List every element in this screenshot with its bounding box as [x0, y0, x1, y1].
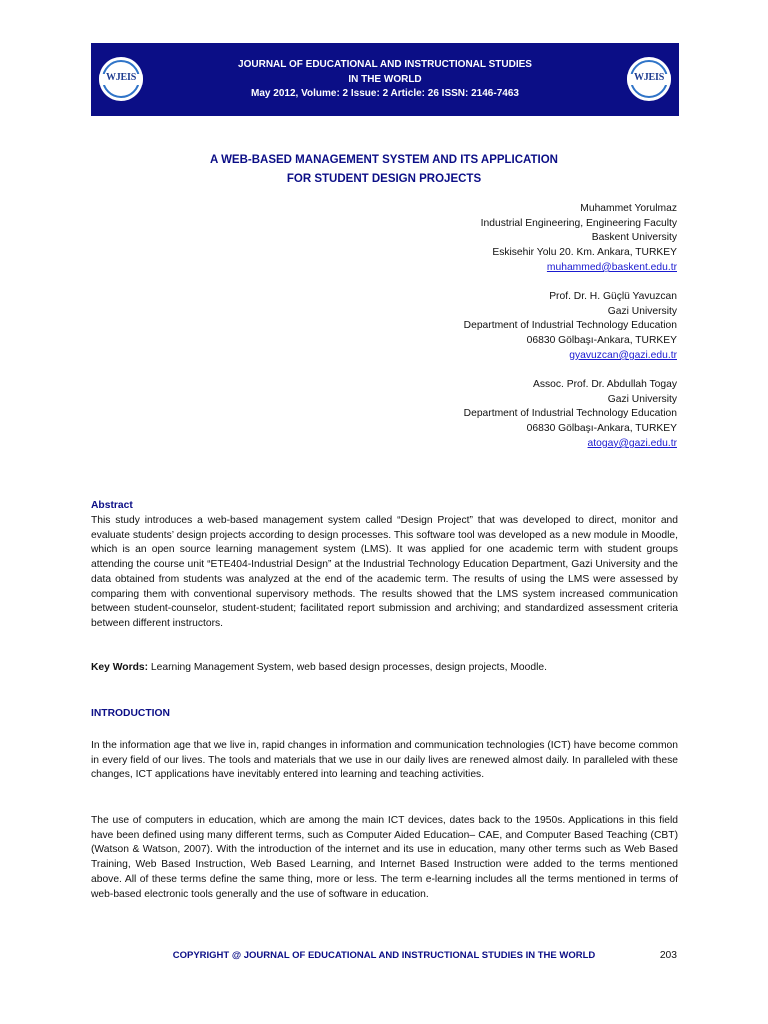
- author-affiliation: Industrial Engineering, Engineering Faculty: [480, 217, 677, 229]
- author-list: [464, 202, 677, 466]
- journal-name-line1: JOURNAL OF EDUCATIONAL AND INSTRUCTIONAL STUDIES: [238, 59, 532, 70]
- author-affiliation: Department of Industrial Technology Education: [463, 320, 677, 332]
- author-address: 06830 Gölbaşı-Ankara, TURKEY: [526, 335, 677, 347]
- author-email-link[interactable]: atogay@gazi.edu.tr: [587, 437, 677, 449]
- author-name: Muhammet Yorulmaz: [580, 203, 677, 214]
- author-email-link[interactable]: muhammed@baskent.edu.tr: [546, 261, 677, 273]
- author-address: 06830 Gölbaşı-Ankara, TURKEY: [526, 423, 677, 435]
- paper-title-line2: FOR STUDENT DESIGN PROJECTS: [286, 172, 482, 185]
- journal-issue-info: May 2012, Volume: 2 Issue: 2 Article: 26 ISSN: 2146-7463: [251, 88, 519, 99]
- journal-logo-left: [99, 57, 143, 101]
- author-name: Prof. Dr. H. Güçlü Yavuzcan: [549, 291, 677, 303]
- author-affiliation: Department of Industrial Technology Education: [463, 408, 677, 420]
- copyright-footer: COPYRIGHT @ JOURNAL OF EDUCATIONAL AND INSTRUCTIONAL STUDIES IN THE WORLD: [172, 950, 596, 961]
- author-affiliation: Gazi University: [607, 393, 677, 405]
- journal-name-line2: IN THE WORLD: [348, 73, 422, 85]
- keywords-paragraph: [91, 661, 678, 676]
- paper-title: [0, 151, 768, 188]
- abstract-heading: Abstract: [91, 500, 133, 511]
- abstract-text: This study introduces a web-based management system called “Design Project” that was developed to direct, monitor and evaluate students’ design projects according to design processes. This software tool was developed as a new module in Moodle, which is an open source learning management system (LMS). It was applied for one academic term with student groups attending the course unit “ETE404-Industrial Design” at the Industrial Technology Education Department, Gazi University and the data obtained from students was analyzed at the end of the academic term. The results of using the LMS were assessed by comparing them with conventional supervisory methods. The results showed that the LMS system increased communication between student-counselor, student-student; facilitated report submission and archiving; and standardized assessment criteria between different instructors.: [91, 515, 678, 629]
- journal-info: [151, 58, 619, 102]
- introduction-paragraph-1: In the information age that we live in, rapid changes in information and communication technologies (ICT) have become common in every field of our lives. The tools and materials that we use in our daily lives are renewed almost daily. In paralleled with these changes, ICT applications have inevitably entered into learning and teaching activities.: [91, 740, 678, 781]
- introduction-heading: INTRODUCTION: [91, 708, 170, 719]
- author-affiliation: Baskent University: [591, 232, 677, 244]
- paper-title-line1: A WEB-BASED MANAGEMENT SYSTEM AND ITS APPLICATION: [210, 154, 558, 166]
- author-address: Eskisehir Yolu 20. Km. Ankara, TURKEY: [492, 247, 677, 259]
- author-affiliation: Gazi University: [607, 305, 677, 317]
- author-name: Assoc. Prof. Dr. Abdullah Togay: [532, 379, 677, 391]
- keywords-text: Learning Management System, web based design processes, design projects, Moodle.: [148, 662, 547, 673]
- logo-text: WJEIS: [105, 72, 137, 83]
- journal-header-banner: [91, 43, 679, 116]
- author-block: [464, 202, 677, 276]
- logo-text: WJEIS: [633, 72, 665, 83]
- page-number: 203: [659, 950, 677, 961]
- author-email-link[interactable]: gyavuzcan@gazi.edu.tr: [569, 349, 677, 361]
- keywords-label: Key Words:: [91, 662, 149, 673]
- author-block: [464, 290, 677, 364]
- introduction-paragraph-2: The use of computers in education, which are among the main ICT devices, dates back to the 1950s. Applications in this field have been defined using many different terms, such as Computer Aided Education– CAE, and Computer Based Teaching (CBT) (Watson & Watson, 2007). With the introduction of the internet and its use in education, many other terms such as Web Based Training, Web Based Instruction, Web Based Learning, and Internet Based Instruction were added to the terms mentioned above. All of these terms define the same thing, more or less. The term e-learning includes all the terms mentioned in terms of web-based electronic tools generally and the use of software in education.: [91, 815, 678, 900]
- journal-logo-right: [627, 57, 671, 101]
- author-block: [464, 378, 677, 452]
